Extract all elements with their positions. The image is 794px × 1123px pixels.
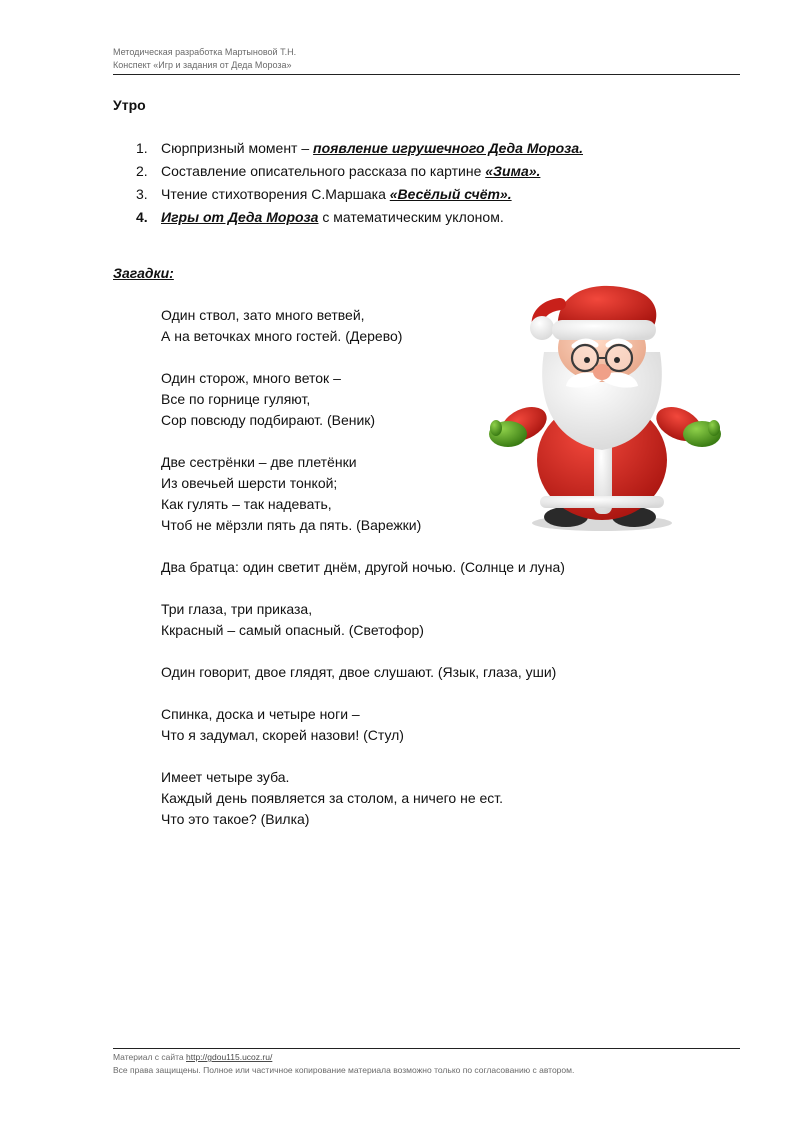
riddle [161,767,565,830]
list-item [136,183,583,206]
item-highlight: «Зима». [485,163,541,179]
source-link[interactable]: http://gdou115.ucoz.ru/ [186,1052,273,1062]
riddle [161,557,565,578]
riddle-line: Один сторож, много веток – [161,370,341,386]
riddle-line: Что я задумал, скорей назови! (Стул) [161,727,404,743]
riddle-line: Имеет четыре зуба. [161,769,290,785]
riddle-line: Сор повсюду подбирают. (Веник) [161,412,376,428]
riddles-heading: Загадки: [113,265,174,281]
riddle-line: Из овечьей шерсти тонкой; [161,475,338,491]
hat-brim [552,320,656,340]
item-number: 1. [136,140,148,156]
item-number: 4. [136,209,148,225]
riddle-line: Ккрасный – самый опасный. (Светофор) [161,622,424,638]
riddle-line: Один говорит, двое глядят, двое слушают. (Язык, глаза, уши) [161,664,557,680]
page-footer [113,1051,740,1077]
list-item [136,160,583,183]
riddle-line: Спинка, доска и четыре ноги – [161,706,360,722]
hat-pompom [530,316,554,340]
item-text: Сюрпризный момент – [161,140,314,156]
riddle-line: Чтоб не мёрзли пять да пять. (Варежки) [161,517,422,533]
right-eye [614,357,620,363]
item-highlight: появление игрушечного Деда Мороза. [313,140,583,156]
riddle-line: Три глаза, три приказа, [161,601,313,617]
item-highlight: Игры от Деда Мороза [161,209,319,225]
footer-rights: Все права защищены. Полное или частичное копирование материала возможно только по согласованию с автором. [113,1065,575,1075]
riddle-line: Две сестрёнки – две плетёнки [161,454,357,470]
item-number: 3. [136,186,148,202]
item-text: Составление описательного рассказа по картине [161,163,486,179]
footer-source-label: Материал с сайта [113,1052,186,1062]
coat-hem [540,496,664,508]
right-thumb [708,420,720,436]
item-number: 2. [136,163,148,179]
left-thumb [490,420,502,436]
riddle-line: Один ствол, зато много ветвей, [161,307,365,323]
riddle-line: А на веточках много гостей. (Дерево) [161,328,403,344]
section-title: Утро [113,97,146,113]
item-text-after: с математическим уклоном. [318,209,504,225]
riddle [161,599,565,641]
riddle-line: Каждый день появляется за столом, а ничего не ест. [161,790,504,806]
item-text: Чтение стихотворения С.Маршака [161,186,390,202]
header-subtitle: Конспект «Игр и задания от Деда Мороза» [113,60,292,70]
page-header [113,46,740,72]
list-item [136,137,583,160]
riddle-line: Все по горнице гуляют, [161,391,311,407]
header-divider [113,74,740,75]
list-item [136,206,583,229]
riddle-line: Два братца: один светит днём, другой ночью. (Солнце и луна) [161,559,565,575]
nose [593,364,611,380]
riddle [161,704,565,746]
riddle-line: Что это такое? (Вилка) [161,811,310,827]
footer-divider [113,1048,740,1049]
left-eye [584,357,590,363]
santa-claus-illustration [484,282,724,534]
item-highlight: «Весёлый счёт». [389,186,512,202]
footer-source [113,1051,740,1064]
riddle-line: Как гулять – так надевать, [161,496,332,512]
riddle [161,662,565,683]
header-author: Методическая разработка Мартыновой Т.Н. [113,47,297,57]
task-list [136,137,583,229]
